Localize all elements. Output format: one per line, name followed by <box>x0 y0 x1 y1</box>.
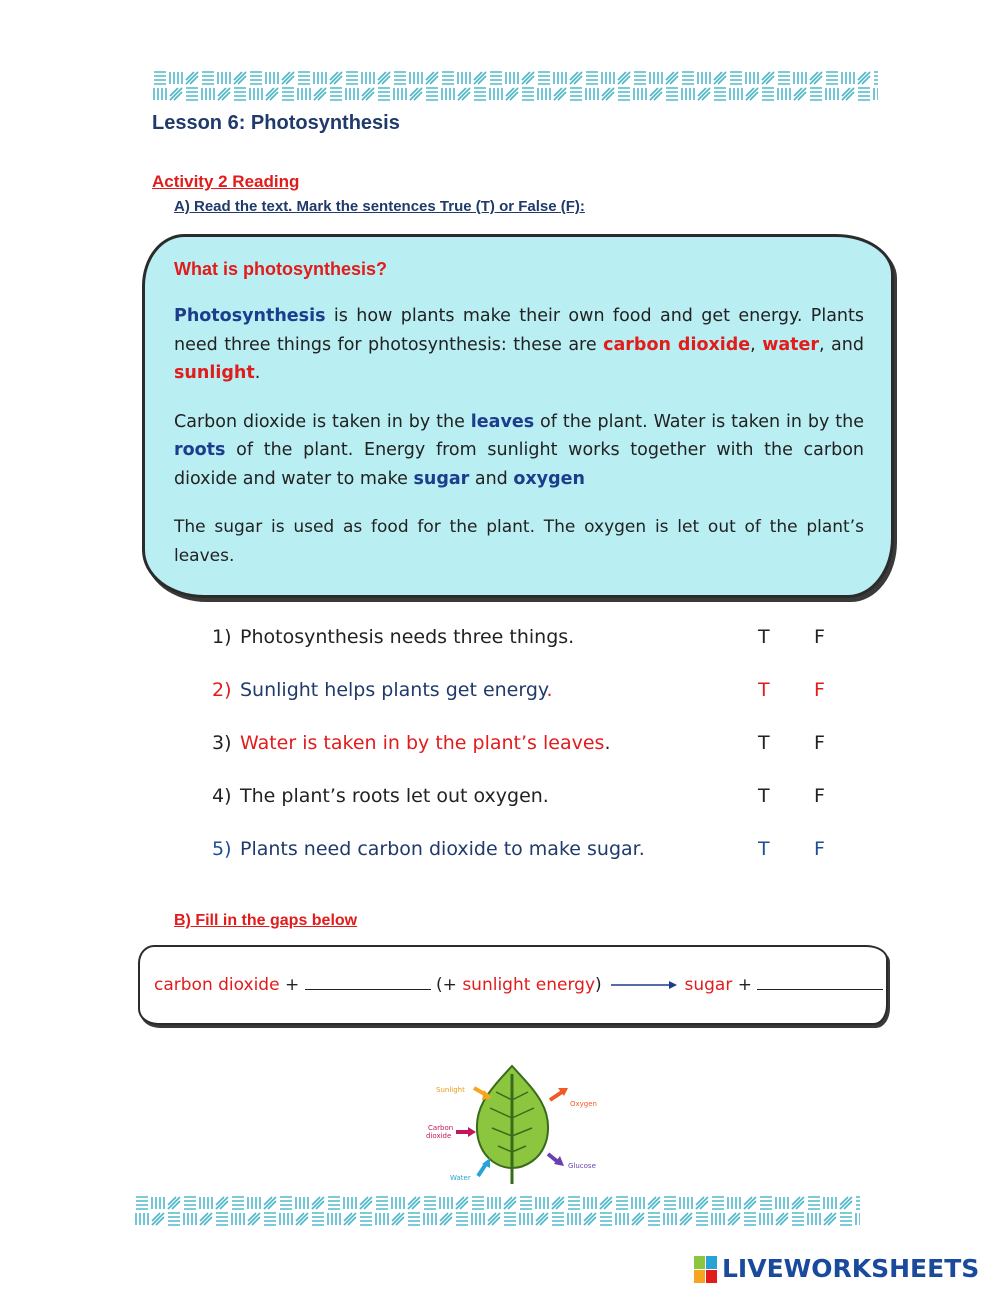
false-option[interactable]: F <box>814 679 825 701</box>
label-glucose: Glucose <box>568 1162 596 1170</box>
true-option[interactable]: T <box>758 838 770 860</box>
oxygen-arrow-icon <box>550 1092 562 1100</box>
p2-text-4: and <box>469 468 514 489</box>
keyword-water: water <box>762 334 820 355</box>
equation-carbon-dioxide: carbon dioxide <box>154 975 280 995</box>
fill-gaps-box <box>138 945 888 1025</box>
tf-item-number: 4) <box>212 785 232 807</box>
reading-heading: What is photosynthesis? <box>174 259 388 279</box>
reading-text-box <box>142 234 894 598</box>
gap-blank-2[interactable] <box>757 975 883 990</box>
false-option[interactable]: F <box>814 626 825 648</box>
equation-sunlight-energy: sunlight energy <box>462 975 596 995</box>
keyword-roots: roots <box>174 440 226 460</box>
section-b-title: B) Fill in the gaps below <box>174 912 358 929</box>
tf-item-text: Water is taken in by the plant’s leaves <box>240 732 605 754</box>
bottom-decorative-band <box>134 1195 860 1227</box>
tf-item-text: Photosynthesis needs three things. <box>240 626 575 648</box>
label-oxygen: Oxygen <box>570 1100 597 1108</box>
lesson-title: Lesson 6: Photosynthesis <box>152 112 400 134</box>
tf-item-2 <box>212 679 832 732</box>
reading-paragraph-3: The sugar is used as food for the plant. The oxygen is let out of the plant’s leaves. <box>174 517 864 566</box>
p2-text-3: of the plant. Energy from sunlight works together with the carbon dioxide and water to make <box>174 440 864 489</box>
water-arrow-icon <box>478 1164 486 1176</box>
liveworksheets-mark-icon <box>694 1256 718 1284</box>
p2-text-2: of the plant. Water is taken in by the <box>534 411 864 432</box>
equation-paren-open: (+ <box>430 975 463 995</box>
tf-item-suffix: . <box>604 732 611 754</box>
true-option[interactable]: T <box>758 679 770 701</box>
tf-item-text: The plant’s roots let out oxygen. <box>240 785 549 807</box>
keyword-oxygen: oxygen <box>513 468 585 489</box>
gap-blank-1[interactable] <box>305 975 431 990</box>
true-option[interactable]: T <box>758 785 770 807</box>
tf-item-text: Plants need carbon dioxide to make sugar. <box>240 838 645 860</box>
tf-item-number: 1) <box>212 626 232 648</box>
tf-item-number: 2) <box>212 679 232 701</box>
tf-item-3 <box>212 732 832 785</box>
equation-plus: + <box>732 975 758 995</box>
p1-text-2: , <box>750 334 763 355</box>
tf-item-text-wrap <box>240 732 610 754</box>
true-option[interactable]: T <box>758 626 770 648</box>
p1-text-3: , and <box>819 334 864 355</box>
true-option[interactable]: T <box>758 732 770 754</box>
tf-item-number: 3) <box>212 732 232 754</box>
p1-text-1: is how plants make their own food and get energy. Plants need three things for photosynthesis: these are <box>174 306 864 355</box>
true-false-list <box>212 626 832 891</box>
label-water: Water <box>450 1174 471 1182</box>
false-option[interactable]: F <box>814 838 825 860</box>
label-carbon: Carbon <box>428 1124 454 1132</box>
p1-text-4: . <box>254 363 261 383</box>
keyword-sugar: sugar <box>413 468 470 489</box>
false-option[interactable]: F <box>814 732 825 754</box>
reading-paragraph-1 <box>174 302 864 388</box>
tf-item-text: Sunlight helps plants get energy <box>240 679 547 701</box>
equation-paren-close: ) <box>595 975 602 995</box>
photosynthesis-equation <box>154 975 883 995</box>
reading-paragraph-2 <box>174 408 864 494</box>
keyword-sunlight: sunlight <box>174 363 255 383</box>
false-option[interactable]: F <box>814 785 825 807</box>
instruction-a: A) Read the text. Mark the sentences True (T) or False (F): <box>174 198 585 215</box>
label-dioxide: dioxide <box>426 1132 452 1140</box>
tf-item-text-wrap <box>240 679 553 701</box>
keyword-leaves: leaves <box>470 411 535 432</box>
equation-plus: + <box>279 975 305 995</box>
tf-item-4 <box>212 785 832 838</box>
tf-item-5 <box>212 838 832 891</box>
arrow-right-icon <box>607 979 679 991</box>
keyword-photosynthesis: Photosynthesis <box>174 306 326 326</box>
logo-text: LIVEWORKSHEETS <box>722 1254 980 1283</box>
label-sunlight: Sunlight <box>436 1086 465 1094</box>
p2-text-1: Carbon dioxide is taken in by the <box>174 411 471 432</box>
top-decorative-band <box>152 70 878 102</box>
tf-item-number: 5) <box>212 838 232 860</box>
tf-item-suffix: . <box>546 679 553 701</box>
leaf-diagram <box>420 1060 600 1190</box>
equation-sugar: sugar <box>684 975 733 995</box>
activity-title: Activity 2 Reading <box>152 172 300 191</box>
tf-item-1 <box>212 626 832 679</box>
keyword-carbon-dioxide: carbon dioxide <box>603 334 751 355</box>
